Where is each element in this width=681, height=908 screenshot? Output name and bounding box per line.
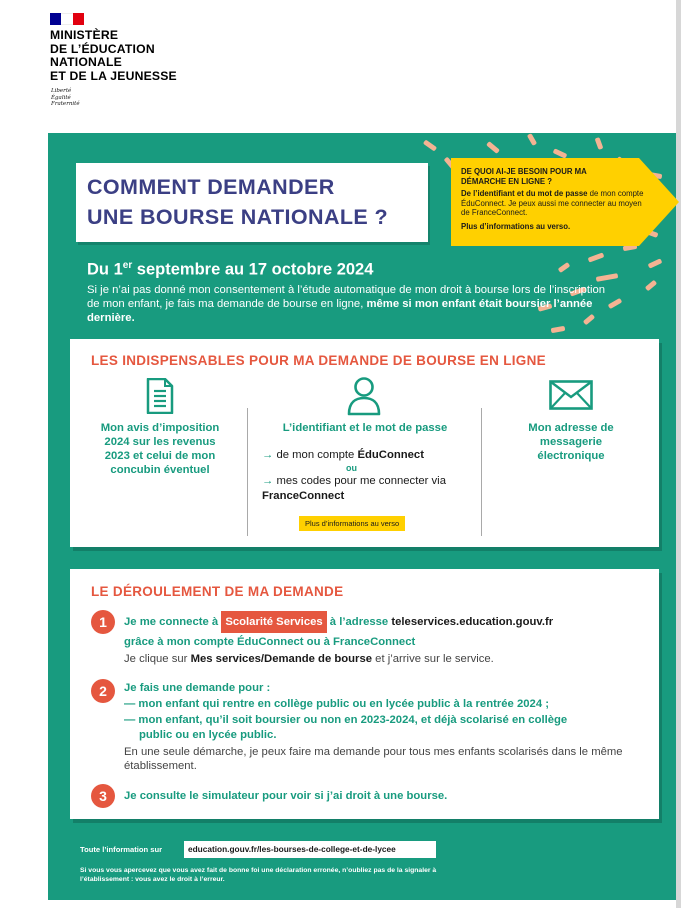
callout-body-text: de mon compte ÉduConnect. Je peux aussi me connecter au moyen de FranceConnect. (461, 189, 644, 218)
scolarite-services-badge: Scolarité Services (221, 611, 326, 633)
error-warning: Si vous vous apercevez que vous avez fait de bonne foi une déclaration erronée, n’oubliez pas de la signaler à l’établissement : vous avez le droit à l’erreur. (80, 867, 437, 883)
step-1-line3-prefix: Je clique sur (124, 653, 191, 665)
flag-white (61, 13, 72, 25)
step-number: 2 (91, 679, 115, 703)
step-3-text: Je consulte le simulateur pour voir si j’ai droit à une bourse. (124, 790, 448, 802)
step-1-line2: grâce à mon compte ÉduConnect ou à FranceConnect (124, 636, 416, 648)
essentials-tax-notice: Mon avis d’imposition 2024 sur les revenus 2023 et celui de mon concubin éventuel (100, 422, 220, 476)
ministry-line: ET DE LA JEUNESSE (50, 68, 177, 83)
step-2-item2a: — mon enfant, qu’il soit boursier ou non en 2023-2024, et déjà scolarisé en collège (124, 714, 568, 726)
decor-dash (595, 137, 604, 150)
user-icon (346, 376, 382, 416)
more-info-pill: Plus d’informations au verso (299, 516, 405, 531)
step-1-line3 (124, 652, 644, 666)
step-2-note: En une seule démarche, je peux faire ma demande pour tous mes enfants scolarisés dans le même établissement. (124, 746, 623, 772)
decor-dash (596, 273, 619, 282)
column-divider (481, 408, 482, 536)
flag-blue (50, 13, 61, 25)
step-2-item2b: public ou en lycée public. (139, 729, 277, 741)
callout-more: Plus d’informations au verso. (461, 221, 571, 231)
page-title (87, 172, 388, 232)
arrow-right-icon: → (262, 449, 277, 461)
credentials-line1-bold: ÉduConnect (357, 449, 424, 461)
credentials-line1-prefix: de mon compte (276, 449, 358, 461)
step-2 (124, 681, 644, 773)
credentials-line2-prefix: mes codes pour me connecter via (276, 475, 446, 487)
ministry-name (50, 29, 177, 83)
essentials-credentials-title: L’identifiant et le mot de passe (282, 422, 448, 434)
title-line: COMMENT DEMANDER (87, 175, 335, 199)
decor-dash (648, 258, 663, 268)
info-url-link[interactable]: education.gouv.fr/les-bourses-de-college-et-de-lycee (184, 841, 436, 858)
step-1-line1 (124, 611, 644, 633)
document-icon (146, 378, 174, 414)
info-label: Toute l’information sur (80, 845, 163, 854)
decor-dash (423, 139, 437, 151)
credentials-or-row (262, 463, 477, 474)
steps-heading: LE DÉROULEMENT DE MA DEMANDE (91, 584, 344, 599)
ministry-line: DE L’ÉDUCATION (50, 41, 155, 56)
step-1-mid: à l’adresse (326, 616, 392, 628)
intro-bold: même si mon enfant était boursier l’année dernière. (87, 298, 593, 324)
ministry-line: MINISTÈRE (50, 28, 119, 42)
page-edge (676, 0, 681, 908)
decor-dash (608, 298, 623, 309)
callout-heading: DE QUOI AI-JE BESOIN POUR MA DÉMARCHE EN LIGNE ? (461, 167, 587, 186)
essentials-credentials-list (262, 448, 477, 504)
dates-sup: er (122, 260, 133, 271)
callout-body (461, 189, 646, 218)
title-line: UNE BOURSE NATIONALE ? (87, 205, 389, 229)
motto-line: Liberté (51, 88, 72, 94)
step-2-item1: — mon enfant qui rentre en collège public ou en lycée public à la rentrée 2024 ; (124, 698, 550, 710)
decor-dash (588, 252, 605, 262)
intro-paragraph (87, 283, 607, 325)
motto-line: Égalité (51, 94, 71, 101)
decor-dash (558, 262, 571, 273)
column-divider (247, 408, 248, 536)
credentials-franceconnect (262, 474, 477, 504)
decor-dash (645, 280, 657, 292)
french-flag-logo (50, 13, 84, 25)
callout-text (461, 167, 671, 232)
step-1-prefix: Je me connecte à (124, 616, 222, 628)
flag-red (73, 13, 84, 25)
credentials-or: ou (346, 463, 357, 473)
arrow-right-icon: → (262, 475, 277, 487)
motto-line: Fraternité (51, 101, 80, 107)
step-1 (124, 611, 644, 666)
credentials-line2-bold: FranceConnect (262, 490, 345, 502)
step-number: 3 (91, 784, 115, 808)
ministry-line: NATIONALE (50, 55, 122, 69)
decor-dash (486, 141, 500, 154)
dates-suffix: septembre au 17 octobre 2024 (132, 260, 374, 279)
essentials-heading: LES INDISPENSABLES POUR MA DEMANDE DE BOURSE EN LIGNE (91, 353, 546, 368)
republic-motto (51, 88, 80, 108)
credentials-educonnect (262, 448, 477, 463)
dates-prefix: Du 1 (87, 260, 123, 279)
step-number: 1 (91, 610, 115, 634)
intro-text: Si je n’ai pas donné mon consentement à l’étude automatique de mon droit à bourse lors de l’inscription de mon enfant, je fais ma demande de bourse en ligne, (87, 284, 606, 310)
step-2-title: Je fais une demande pour : (124, 682, 271, 694)
callout-body-bold: De l’identifiant et du mot de passe (461, 189, 588, 199)
essentials-email: Mon adresse de messagerie électronique (528, 422, 614, 462)
envelope-icon (549, 380, 593, 410)
step-1-url: teleservices.education.gouv.fr (391, 616, 554, 628)
step-1-line3-suffix: et j’arrive sur le service. (372, 653, 494, 665)
decor-dash (527, 133, 537, 146)
decor-dash (551, 326, 566, 333)
step-1-line3-bold: Mes services/Demande de bourse (190, 653, 373, 665)
campaign-dates (87, 260, 373, 280)
